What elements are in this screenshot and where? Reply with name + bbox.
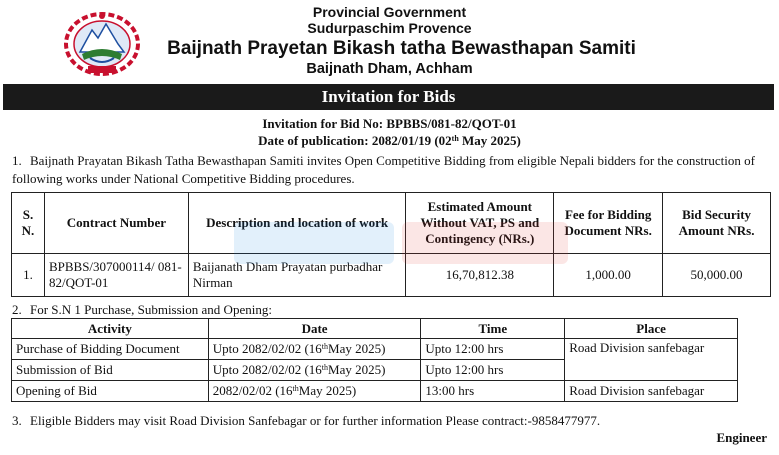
paragraph-1-text: Baijnath Prayatan Bikash Tatha Bewasthapan Samiti invites Open Competitive Bidding from eligible Nepali bidders for the construction of following works under National Competitive Bidding procedures. [12, 153, 755, 186]
date-sup: th [292, 384, 299, 393]
signature-engineer: Engineer [716, 430, 767, 445]
date-suffix: May 2025) [328, 341, 386, 356]
organization-name: Baijnath Prayetan Bikash tatha Bewasthapan Samiti [167, 38, 636, 59]
publication-date-prefix: Date of publication: 2082/01/19 (02 [258, 133, 452, 148]
schedule-table-header [12, 319, 738, 339]
cell-bid-fee: 1,000.00 [554, 254, 663, 297]
table-row [12, 339, 738, 360]
organization-address: Baijnath Dham, Achham [306, 61, 473, 77]
col-place: Place [565, 319, 738, 339]
col-bid-security: Bid Security Amount NRs. [663, 193, 771, 254]
cell-activity: Opening of Bid [12, 381, 209, 402]
contract-table [11, 192, 771, 297]
paragraph-1-number: 1. [12, 153, 22, 168]
cell-date [208, 360, 421, 381]
col-activity: Activity [12, 319, 209, 339]
table-row [12, 381, 738, 402]
paragraph-2 [12, 301, 272, 319]
cell-date [208, 339, 421, 360]
header-line-1: Provincial Government [312, 4, 467, 20]
date-suffix: May 2025) [298, 383, 357, 398]
cell-place: Road Division sanfebagar [565, 381, 738, 402]
cell-sn: 1. [12, 254, 45, 297]
date-suffix: May 2025) [328, 362, 386, 377]
col-sn: S. N. [12, 193, 45, 254]
cell-time: Upto 12:00 hrs [421, 339, 565, 360]
header-line-2: Sudurpaschim Provence [307, 20, 472, 36]
cell-activity: Purchase of Bidding Document [12, 339, 209, 360]
letterhead [0, 0, 779, 86]
bid-number: Invitation for Bid No: BPBBS/081-82/QOT-01 [262, 116, 517, 131]
publication-date-sup: th [451, 134, 459, 143]
publication-date [0, 133, 779, 149]
date-sup: th [321, 363, 329, 372]
col-description: Description and location of work [188, 193, 406, 254]
paragraph-3-number: 3. [12, 413, 22, 428]
date-prefix: 2082/02/02 (16 [212, 383, 293, 398]
paragraph-3 [12, 412, 600, 430]
schedule-table [11, 318, 738, 402]
publication-date-suffix: May 2025) [458, 133, 521, 148]
cell-time: 13:00 hrs [421, 381, 565, 402]
paragraph-2-number: 2. [12, 302, 22, 317]
cell-description: Baijanath Dham Prayatan purbadhar Nirman [188, 254, 406, 297]
col-bid-fee: Fee for Bidding Document NRs. [554, 193, 663, 254]
date-sup: th [321, 342, 329, 351]
paragraph-3-text: Eligible Bidders may visit Road Division Sanfebagar or for further information Please contract:-9858477977. [30, 413, 601, 428]
cell-time: Upto 12:00 hrs [421, 360, 565, 381]
cell-estimated-amount: 16,70,812.38 [406, 254, 554, 297]
paragraph-2-text: For S.N 1 Purchase, Submission and Opening: [30, 302, 272, 317]
contract-table-header [12, 193, 771, 254]
cell-place: Road Division sanfebagar [565, 339, 738, 381]
date-prefix: Upto 2082/02/02 (16 [212, 341, 322, 356]
cell-date [208, 381, 421, 402]
cell-contract-number: BPBBS/307000114/ 081-82/QOT-01 [44, 254, 188, 297]
notice-title-banner: Invitation for Bids [3, 84, 774, 110]
date-prefix: Upto 2082/02/02 (16 [212, 362, 322, 377]
col-estimated-amount: Estimated Amount Without VAT, PS and Contingency (NRs.) [406, 193, 554, 254]
table-row [12, 254, 771, 297]
col-contract-number: Contract Number [44, 193, 188, 254]
cell-activity: Submission of Bid [12, 360, 209, 381]
col-time: Time [421, 319, 565, 339]
cell-bid-security: 50,000.00 [663, 254, 771, 297]
col-date: Date [208, 319, 421, 339]
paragraph-1 [12, 152, 772, 188]
